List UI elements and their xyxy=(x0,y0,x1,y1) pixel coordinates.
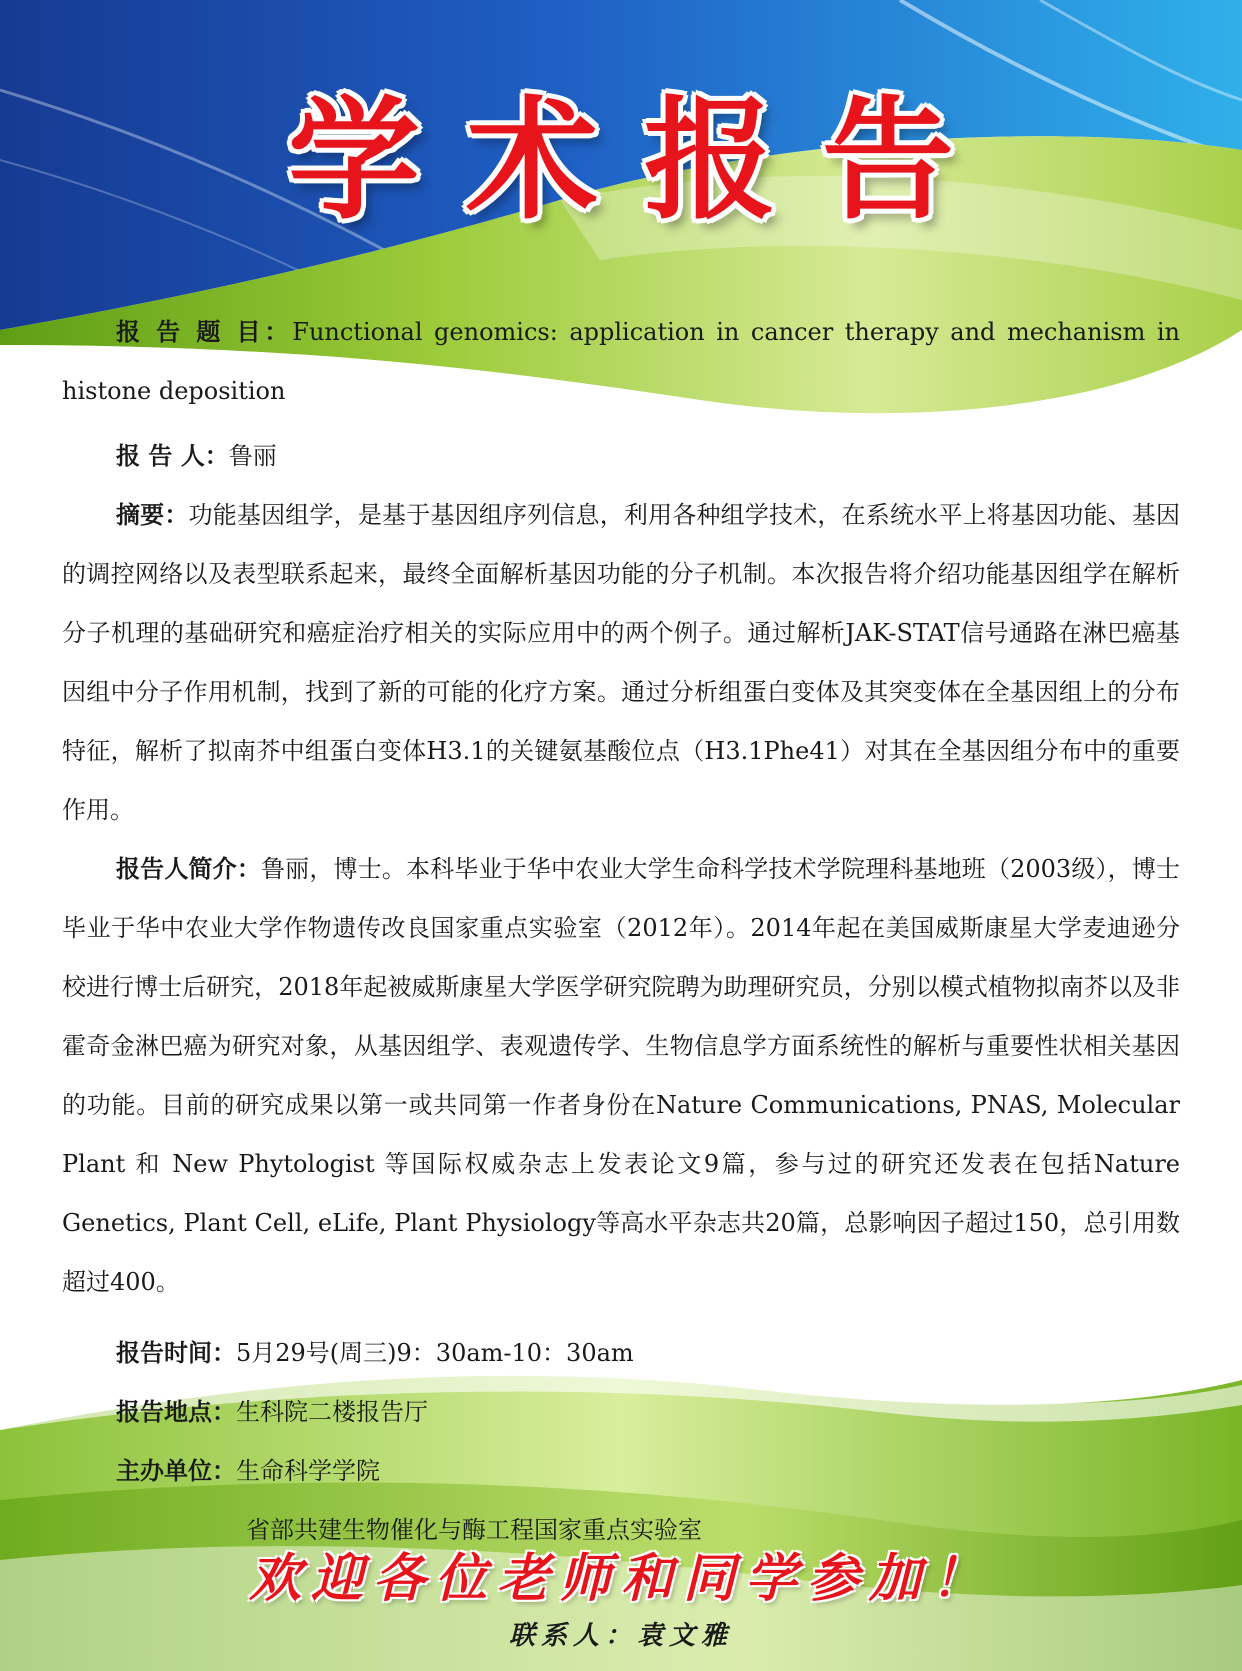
abstract-label: 摘要： xyxy=(116,501,189,529)
poster-content xyxy=(62,303,1180,1560)
abstract-paragraph xyxy=(62,486,1180,840)
poster-title: 学术报告 xyxy=(288,83,1000,238)
topic-label: 报 告 题 目： xyxy=(116,318,293,346)
bio-text: 鲁丽，博士。本科毕业于华中农业大学生命科学技术学院理科基地班（2003级），博士毕业于华中农业大学作物遗传改良国家重点实验室（2012年）。2014年起在美国威斯康星大学麦迪逊分校进行博士后研究，2018年起被威斯康星大学医学研究院聘为助理研究员，分别以模式植物拟南芥以及非霍奇金淋巴癌为研究对象，从基因组学、表观遗传学、生物信息学方面系统性的解析与重要性状相关基因的功能。目前的研究成果以第一或共同第一作者身份在Nature Communications, PNAS, Molecular Plant 和 New Phytologist 等国际权威杂志上发表论文9篇，参与过的研究还发表在包括Nature Genetics, Plant Cell, eLife, Plant Physiology等高水平杂志共20篇，总影响因子超过150，总引用数超过400。 xyxy=(62,855,1181,1296)
contact-line: 联系人：袁文雅 xyxy=(508,1621,733,1651)
time-value: 5月29号(周三)9：30am-10：30am xyxy=(236,1339,634,1367)
venue-line xyxy=(62,1383,1180,1442)
host-value-1: 生命科学学院 xyxy=(236,1457,380,1485)
host-value-2: 省部共建生物催化与酶工程国家重点实验室 xyxy=(246,1516,702,1544)
speaker-value: 鲁丽 xyxy=(228,442,277,470)
host-label: 主办单位： xyxy=(116,1457,236,1485)
speaker-line xyxy=(62,427,1180,486)
venue-value: 生科院二楼报告厅 xyxy=(236,1398,428,1426)
welcome-slogan: 欢迎各位老师和同学参加！ xyxy=(248,1548,993,1609)
time-label: 报告时间： xyxy=(116,1339,236,1367)
venue-label: 报告地点： xyxy=(116,1398,236,1426)
speaker-label: 报 告 人： xyxy=(116,442,229,470)
time-line xyxy=(62,1324,1180,1383)
topic-line xyxy=(62,303,1180,421)
abstract-text: 功能基因组学，是基于基因组序列信息，利用各种组学技术，在系统水平上将基因功能、基因的调控网络以及表型联系起来，最终全面解析基因功能的分子机制。本次报告将介绍功能基因组学在解析分子机理的基础研究和癌症治疗相关的实际应用中的两个例子。通过解析JAK-STAT信号通路在淋巴癌基因组中分子作用机制，找到了新的可能的化疗方案。通过分析组蛋白变体及其突变体在全基因组上的分布特征，解析了拟南芥中组蛋白变体H3.1的关键氨基酸位点（H3.1Phe41）对其在全基因组分布中的重要作用。 xyxy=(62,501,1181,824)
bio-label: 报告人简介： xyxy=(116,855,261,883)
host-line xyxy=(62,1442,1180,1501)
topic-value: Functional genomics: application in cancer therapy and mechanism in histone deposition xyxy=(62,318,1180,405)
bio-paragraph xyxy=(62,840,1180,1312)
